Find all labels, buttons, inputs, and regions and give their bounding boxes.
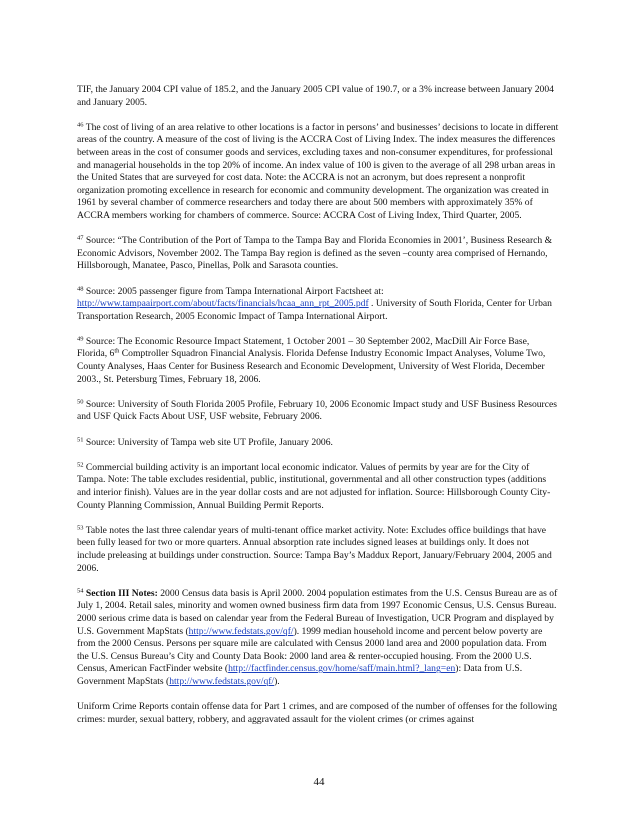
footnote-46: $^{46}$ The cost of living of an area relative to other locations is a factor in persons’ and businesses’ decisions to locate in different areas of the country. A measure of the cost of living is the ACCRA Cost of Living Index. The index measures the differences between areas in the cost of consumer goods and services, excluding taxes and non-consumer expenditures, for professional and managerial households in the top 20% of income. An index value of 100 is given to the average of all 298 urban areas in the United States that are surveyed for cost data. Note: the ACCRA is not an acronym, but does represent a nonprofit organization promoting excellence in research for economic and community development. The organization was created in 1961 by several chamber of commerce researchers and today there are about 500 members with approximately 35% of ACCRA members working for chambers of commerce. Source: ACCRA Cost of Living Index, Third Quarter, 2005. — [77, 121, 559, 221]
footnote-52: $^{52}$ Commercial building activity is an important local economic indicator. Values of permits by year are for the City of Tampa. Note: The table excludes residential, public, institutional, governmental and all other construction types (additions and interior finish). Values are in the year dollar costs and are not adjusted for inflation. Source: Hillsborough County City-County Planning Commission, Annual Building Permit Reports. — [77, 461, 551, 511]
factfinder-link[interactable]: http://factfinder.census.gov/home/saff/main.html?_lang=en — [228, 663, 456, 675]
footnote-number: 53 — [77, 524, 84, 532]
fedstats-link[interactable]: http://www.fedstats.gov/qf/ — [188, 625, 294, 637]
footnote-number: 46 — [77, 121, 84, 129]
document-body — [77, 84, 559, 739]
footnote-53: $^{53}$ Table notes the last three calendar years of multi-tenant office market activity. Note: Excludes office buildings that have been fully leased for two or more quarters. Annual absorption rate includes signed leases at buildings only. It does not include preleasing at buildings under construction. Source: Tampa Bay’s Maddux Report, January/February 2004, 2005 and 2006. — [77, 524, 552, 574]
footnote-number: 48 — [77, 285, 84, 292]
footnote-number: 52 — [77, 461, 84, 469]
footnote-number: 50 — [77, 398, 84, 406]
ordinal-suffix: th — [114, 347, 120, 355]
page-number: 44 — [313, 776, 325, 788]
footnote-47: $^{47}$ Source: “The Contribution of the Port of Tampa to the Tampa Bay and Florida Economies in 2001’, Business Research & Economic Advisors, November 2002. The Tampa Bay region is defined as the seven –county area comprised of Hernando, Hillsborough, Manatee, Pasco, Pinellas, Polk and Sarasota counties. — [77, 234, 553, 272]
paragraph-continuation: TIF, the January 2004 CPI value of 185.2, and the January 2005 CPI value of 190.7, or a 3% increase between January 2004 and January 2005. — [77, 84, 554, 108]
footnote-50: $^{50}$ Source: University of South Florida 2005 Profile, February 10, 2006 Economic Impact study and USF Business Resources and USF Quick Facts About USF, USF website, February 2006. — [77, 398, 558, 423]
footnote-48: $^{48}$ Source: 2005 passenger figure from Tampa International Airport Factsheet at: http://www.tampaairport.com/about/facts/financials/hcaa_ann_rpt_2005.pdf . University of South Florida, Center for Urban Transportation Research, 2005 Economic Impact of Tampa International Airport. — [77, 285, 552, 322]
footnote-51: $^{51}$ Source: University of Tampa web site UT Profile, January 2006. — [77, 436, 333, 448]
footnote-54: $^{54}$ Section III Notes: 2000 Census data basis is April 2000. 2004 population estimates from the U.S. Census Bureau are as of July 1, 2004. Retail sales, minority and women owned business firm data from 1997 Economic Census, U.S. Census Bureau. 2000 serious crime data is based on calendar year from the Federal Bureau of Investigation, UCR Program and displayed by U.S. Government MapStats (http://www.fedstats.gov/qf/). 1999 median household income and percent below poverty are from the 2000 Census. Persons per square mile are calculated with Census 2000 land area and 2000 population data. From the U.S. Census Bureau’s City and County Data Book: 2000 land area & renter-occupied housing. From the 2000 U.S. Census, American FactFinder website (http://factfinder.census.gov/home/saff/main.html?_lang=en): Data from U.S. Government MapStats (http://www.fedstats.gov/qf/). — [77, 587, 558, 687]
footnote-number: 49 — [77, 335, 84, 343]
section-notes-label: Section III Notes: — [83, 587, 158, 599]
fedstats-link-2[interactable]: http://www.fedstats.gov/qf/ — [169, 675, 275, 687]
footnote-number: 47 — [77, 234, 84, 242]
footnote-number: 51 — [77, 436, 84, 444]
footnote-49: $^{49}$ Source: The Economic Resource Impact Statement, 1 October 2001 – 30 September 2002, MacDill Air Force Base, Florida, 6th Comptroller Squadron Financial Analysis. Florida Defense Industry Economic Impact Analyses, Volume Two, County Analyses, Haas Center for Business Research and Economic Development, University of West Florida, December 2003., St. Petersburg Times, February 18, 2006. — [77, 335, 546, 385]
airport-factsheet-link[interactable]: http://www.tampaairport.com/about/facts/financials/hcaa_ann_rpt_2005.pdf — [77, 298, 369, 310]
crime-reports-paragraph: Uniform Crime Reports contain offense data for Part 1 crimes, and are composed of the number of offenses for the following crimes: murder, sexual battery, robbery, and aggravated assault for the violent crimes (or crimes against — [77, 701, 557, 725]
footnote-number: 54 — [77, 587, 84, 595]
